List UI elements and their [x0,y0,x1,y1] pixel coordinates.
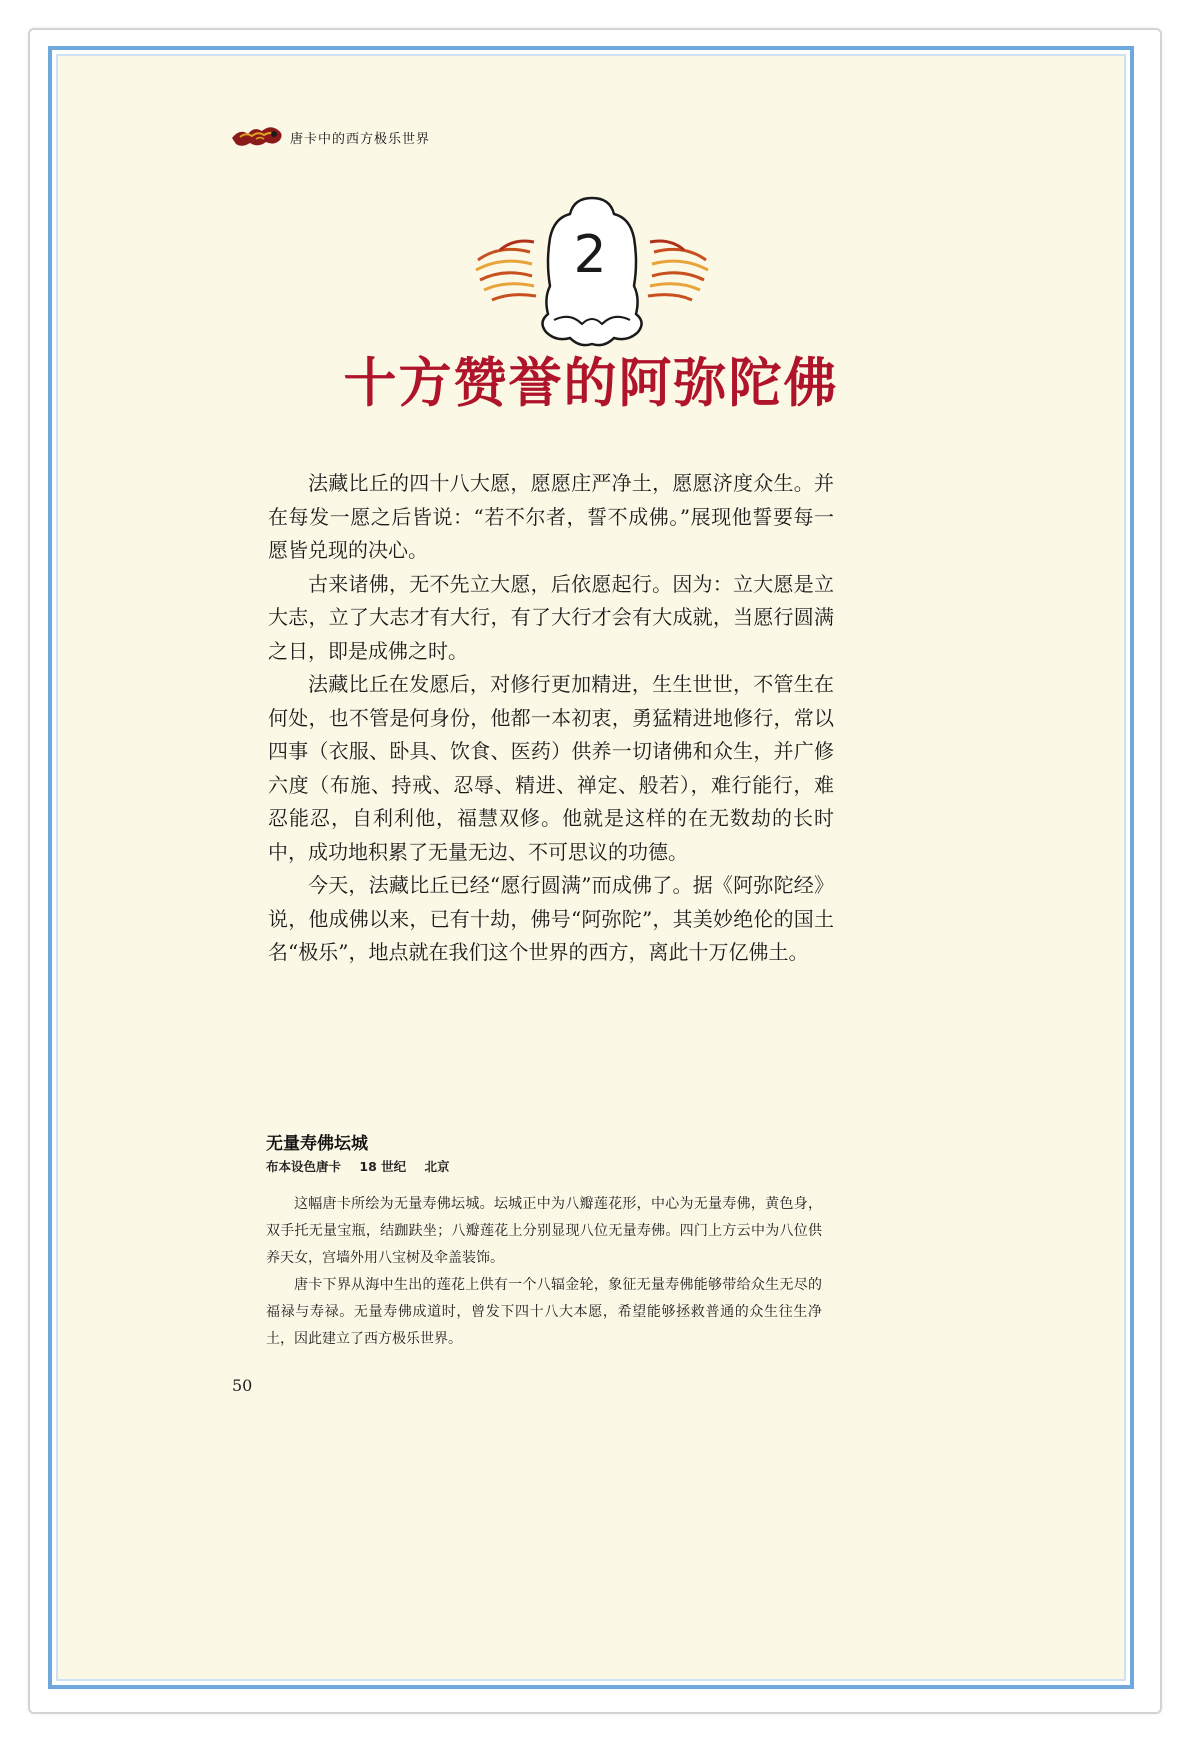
book-page [58,56,1124,1679]
page-number: 50 [232,1376,253,1395]
body-paragraph: 法藏比丘的四十八大愿，愿愿庄严净土，愿愿济度众生。并在每发一愿之后皆说：“若不尔者，誓不成佛。”展现他誓要每一愿皆兑现的决心。 [268,471,834,562]
body-paragraph: 今天，法藏比丘已经“愿行圆满”而成佛了。据《阿弥陀经》说，他成佛以来，已有十劫，佛号“阿弥陀”，其美妙绝伦的国土名“极乐”，地点就在我们这个世界的西方，离此十万亿佛土。 [268,873,834,964]
caption-text [266,1191,822,1353]
caption-paragraph: 唐卡下界从海中生出的莲花上供有一个八辐金轮，象征无量寿佛能够带给众生无尽的福禄与寿禄。无量寿佛成道时，曾发下四十八大本愿，希望能够拯救普通的众生往生净土，因此建立了西方极乐世界。 [266,1277,822,1347]
body-paragraph: 古来诸佛，无不先立大愿，后依愿起行。因为：立大愿是立大志，立了大志才有大行，有了大行才会有大成就，当愿行圆满之日，即是成佛之时。 [268,571,834,663]
caption-century: 18 世纪 [359,1159,407,1174]
running-head: 唐卡中的西方极乐世界 [290,132,431,147]
caption-place: 北京 [424,1159,450,1174]
chapter-title: 十方赞誉的阿弥陀佛 [343,352,839,414]
body-paragraph: 法藏比丘在发愿后，对修行更加精进，生生世世，不管生在何处，也不管是何身份，他都一本初衷，勇猛精进地修行，常以四事（衣服、卧具、饮食、医药）供养一切诸佛和众生，并广修六度（布施、持戒、忍辱、精进、禅定、般若），难行能行，难忍能忍，自利利他，福慧双修。他就是这样的在无数劫的长时中，成功地积累了无量无边、不可思议的功德。 [268,672,834,864]
body-text [268,467,834,970]
caption-title: 无量寿佛坛城 [266,1134,368,1154]
caption-meta [266,1157,464,1175]
caption-medium: 布本设色唐卡 [266,1159,342,1174]
chapter-number: 2 [573,225,607,285]
caption-paragraph: 这幅唐卡所绘为无量寿佛坛城。坛城正中为八瓣莲花形，中心为无量寿佛，黄色身，双手托无量宝瓶，结跏趺坐；八瓣莲花上分别显现八位无量寿佛。四门上方云中为八位供养天女，宫墙外用八宝树及伞盖装饰。 [266,1196,822,1266]
dragon-ornament-icon [230,122,286,150]
